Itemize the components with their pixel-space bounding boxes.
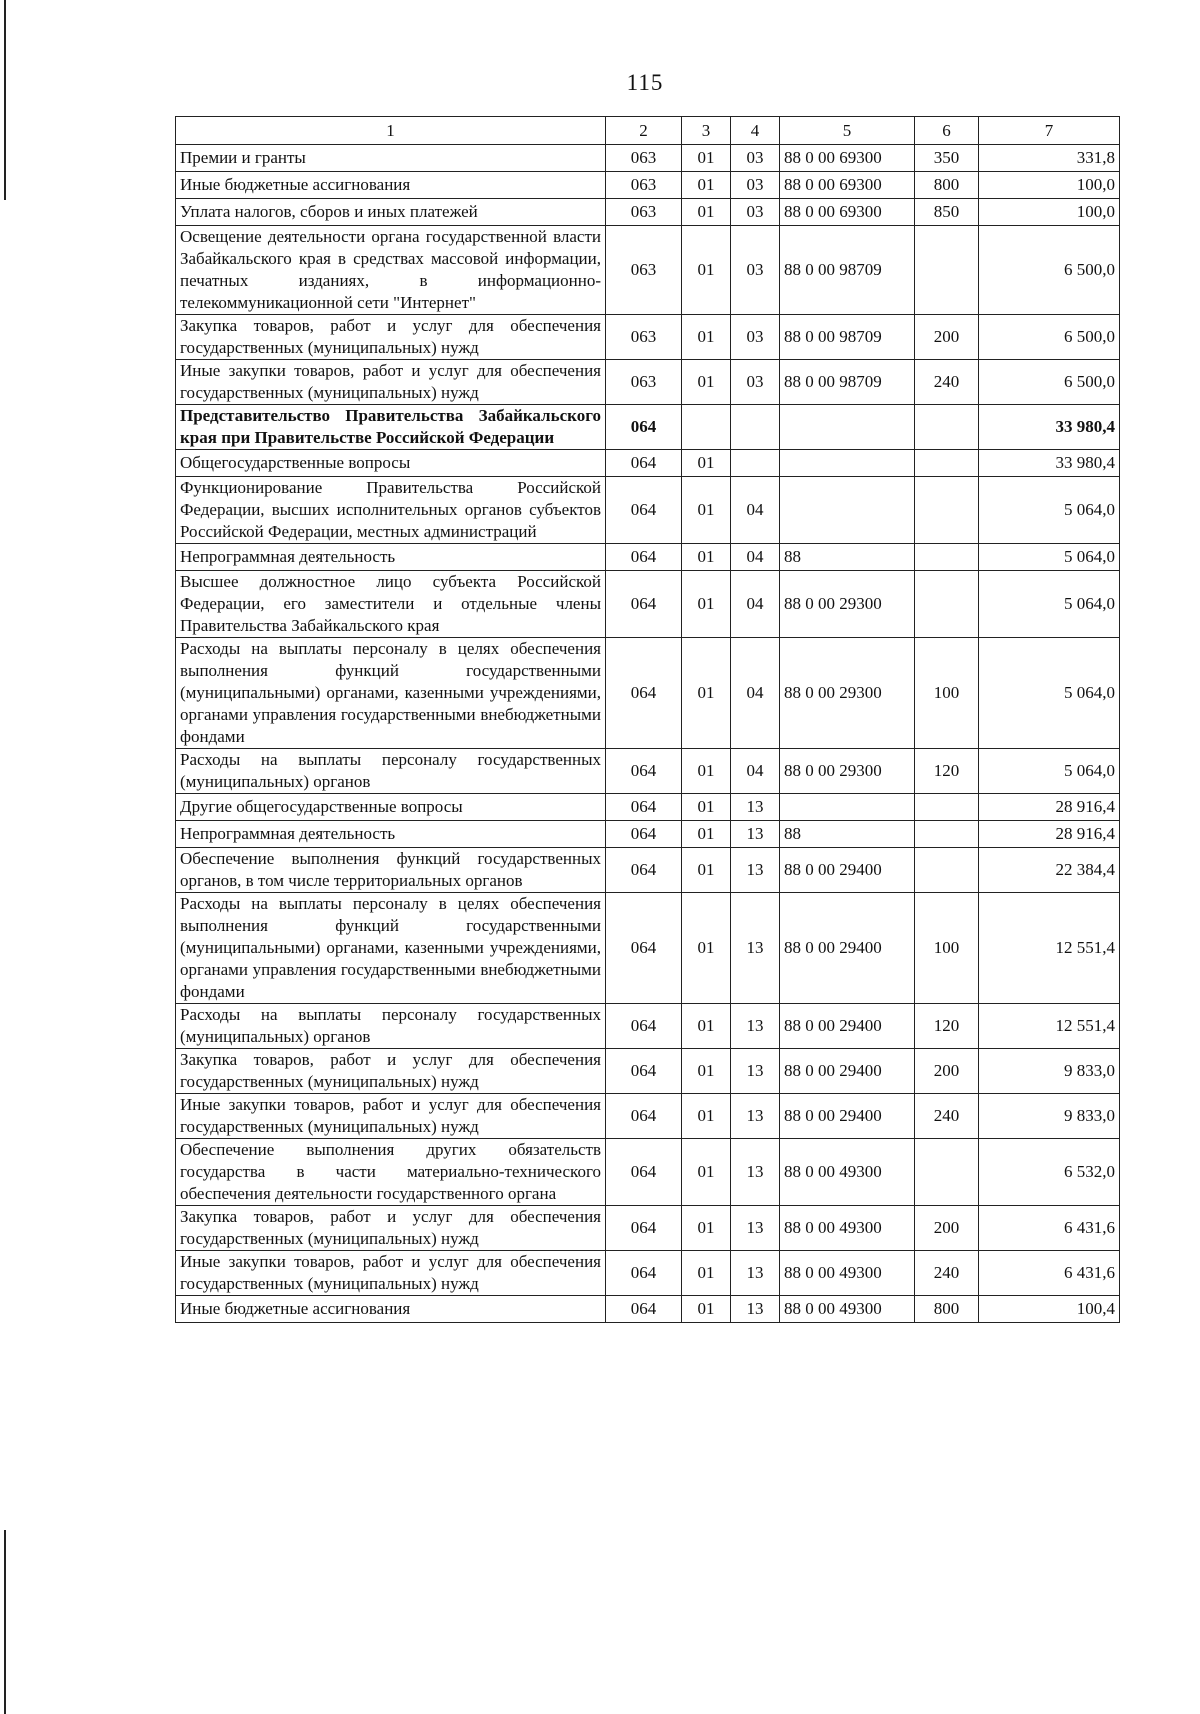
- cell-ministry-code: 064: [606, 1094, 682, 1139]
- cell-amount: 5 064,0: [979, 749, 1120, 794]
- cell-target-article: 88 0 00 29300: [780, 571, 915, 638]
- table-row: [176, 794, 1120, 821]
- cell-subsection: 13: [731, 893, 780, 1004]
- cell-section: 01: [682, 360, 731, 405]
- cell-amount: 6 431,6: [979, 1206, 1120, 1251]
- cell-section: 01: [682, 544, 731, 571]
- cell-name: Закупка товаров, работ и услуг для обеспечения государственных (муниципальных) нужд: [176, 315, 606, 360]
- cell-ministry-code: 064: [606, 1296, 682, 1323]
- table-row: [176, 893, 1120, 1004]
- cell-expense-type: 240: [915, 1251, 979, 1296]
- cell-amount: 28 916,4: [979, 794, 1120, 821]
- column-header: 3: [682, 117, 731, 145]
- table-row: [176, 1004, 1120, 1049]
- table-row: [176, 544, 1120, 571]
- cell-amount: 6 532,0: [979, 1139, 1120, 1206]
- cell-amount: 5 064,0: [979, 571, 1120, 638]
- cell-ministry-code: 063: [606, 315, 682, 360]
- table-row: [176, 315, 1120, 360]
- cell-amount: 6 500,0: [979, 315, 1120, 360]
- cell-subsection: 13: [731, 848, 780, 893]
- column-header: 2: [606, 117, 682, 145]
- cell-subsection: 03: [731, 199, 780, 226]
- cell-section: 01: [682, 1049, 731, 1094]
- cell-ministry-code: 064: [606, 1049, 682, 1094]
- cell-ministry-code: 064: [606, 848, 682, 893]
- column-header: 5: [780, 117, 915, 145]
- column-header: 1: [176, 117, 606, 145]
- cell-target-article: 88 0 00 69300: [780, 145, 915, 172]
- cell-amount: 6 500,0: [979, 360, 1120, 405]
- cell-ministry-code: 064: [606, 1004, 682, 1049]
- cell-expense-type: 120: [915, 1004, 979, 1049]
- cell-section: 01: [682, 1139, 731, 1206]
- cell-section: 01: [682, 1206, 731, 1251]
- cell-ministry-code: 063: [606, 226, 682, 315]
- cell-target-article: 88 0 00 49300: [780, 1251, 915, 1296]
- cell-section: 01: [682, 450, 731, 477]
- cell-expense-type: [915, 226, 979, 315]
- cell-section: [682, 405, 731, 450]
- table-row: [176, 821, 1120, 848]
- cell-amount: 5 064,0: [979, 544, 1120, 571]
- cell-amount: 33 980,4: [979, 405, 1120, 450]
- cell-target-article: 88 0 00 29400: [780, 1094, 915, 1139]
- cell-expense-type: 100: [915, 893, 979, 1004]
- cell-name: Обеспечение выполнения других обязательств государства в части материально-технического обеспечения деятельности государственного органа: [176, 1139, 606, 1206]
- cell-subsection: 03: [731, 145, 780, 172]
- cell-name: Непрограммная деятельность: [176, 544, 606, 571]
- cell-target-article: 88 0 00 29400: [780, 1049, 915, 1094]
- cell-amount: 5 064,0: [979, 477, 1120, 544]
- cell-amount: 100,0: [979, 199, 1120, 226]
- cell-target-article: 88 0 00 69300: [780, 172, 915, 199]
- cell-target-article: 88 0 00 29300: [780, 638, 915, 749]
- cell-expense-type: 800: [915, 1296, 979, 1323]
- cell-section: 01: [682, 848, 731, 893]
- cell-target-article: [780, 477, 915, 544]
- cell-subsection: 13: [731, 1251, 780, 1296]
- cell-amount: 33 980,4: [979, 450, 1120, 477]
- cell-name: Освещение деятельности органа государственной власти Забайкальского края в средствах массовой информации, печатных изданиях, в информационно-телекоммуникационной сети "Интернет": [176, 226, 606, 315]
- cell-subsection: 04: [731, 749, 780, 794]
- cell-name: Иные закупки товаров, работ и услуг для обеспечения государственных (муниципальных) нужд: [176, 1251, 606, 1296]
- cell-target-article: [780, 794, 915, 821]
- table-row: [176, 405, 1120, 450]
- cell-subsection: 03: [731, 226, 780, 315]
- table-row: [176, 638, 1120, 749]
- cell-expense-type: [915, 450, 979, 477]
- column-header: 4: [731, 117, 780, 145]
- cell-name: Иные бюджетные ассигнования: [176, 1296, 606, 1323]
- cell-target-article: 88 0 00 49300: [780, 1139, 915, 1206]
- table-row: [176, 172, 1120, 199]
- cell-ministry-code: 064: [606, 571, 682, 638]
- table-row: [176, 360, 1120, 405]
- cell-target-article: 88 0 00 29300: [780, 749, 915, 794]
- cell-name: Иные закупки товаров, работ и услуг для обеспечения государственных (муниципальных) нужд: [176, 360, 606, 405]
- cell-ministry-code: 064: [606, 638, 682, 749]
- cell-amount: 9 833,0: [979, 1094, 1120, 1139]
- cell-ministry-code: 064: [606, 1139, 682, 1206]
- cell-section: 01: [682, 821, 731, 848]
- cell-subsection: 13: [731, 1004, 780, 1049]
- cell-target-article: 88 0 00 49300: [780, 1206, 915, 1251]
- cell-target-article: 88 0 00 29400: [780, 893, 915, 1004]
- cell-section: 01: [682, 1296, 731, 1323]
- cell-subsection: 13: [731, 1296, 780, 1323]
- cell-amount: 28 916,4: [979, 821, 1120, 848]
- cell-name: Иные закупки товаров, работ и услуг для обеспечения государственных (муниципальных) нужд: [176, 1094, 606, 1139]
- cell-expense-type: 240: [915, 1094, 979, 1139]
- table-row: [176, 1296, 1120, 1323]
- cell-amount: 6 431,6: [979, 1251, 1120, 1296]
- cell-target-article: 88: [780, 544, 915, 571]
- scan-edge-line: [4, 0, 6, 200]
- cell-section: 01: [682, 1094, 731, 1139]
- cell-target-article: [780, 405, 915, 450]
- cell-amount: 22 384,4: [979, 848, 1120, 893]
- cell-expense-type: [915, 544, 979, 571]
- cell-target-article: 88 0 00 98709: [780, 226, 915, 315]
- table-row: [176, 226, 1120, 315]
- cell-subsection: 13: [731, 1049, 780, 1094]
- cell-section: 01: [682, 315, 731, 360]
- scan-edge-line: [4, 1530, 6, 1714]
- cell-subsection: 13: [731, 821, 780, 848]
- cell-name: Премии и гранты: [176, 145, 606, 172]
- table-row: [176, 1206, 1120, 1251]
- cell-expense-type: [915, 794, 979, 821]
- table-row: [176, 199, 1120, 226]
- cell-ministry-code: 064: [606, 893, 682, 1004]
- table-row: [176, 749, 1120, 794]
- cell-expense-type: [915, 477, 979, 544]
- cell-name: Расходы на выплаты персоналу в целях обеспечения выполнения функций государственными (муниципальными) органами, казенными учреждениями, органами управления государственными внебюджетными фондами: [176, 893, 606, 1004]
- cell-amount: 12 551,4: [979, 893, 1120, 1004]
- cell-amount: 331,8: [979, 145, 1120, 172]
- cell-name: Обеспечение выполнения функций государственных органов, в том числе территориальных органов: [176, 848, 606, 893]
- table-body: [176, 145, 1120, 1323]
- cell-expense-type: 200: [915, 315, 979, 360]
- cell-expense-type: 100: [915, 638, 979, 749]
- cell-ministry-code: 064: [606, 405, 682, 450]
- cell-section: 01: [682, 794, 731, 821]
- cell-target-article: 88 0 00 98709: [780, 360, 915, 405]
- table-row: [176, 571, 1120, 638]
- table-row: [176, 145, 1120, 172]
- cell-section: 01: [682, 199, 731, 226]
- cell-name: Расходы на выплаты персоналу в целях обеспечения выполнения функций государственными (муниципальными) органами, казенными учреждениями, органами управления государственными внебюджетными фондами: [176, 638, 606, 749]
- cell-ministry-code: 064: [606, 749, 682, 794]
- cell-subsection: 03: [731, 172, 780, 199]
- cell-name: Представительство Правительства Забайкальского края при Правительстве Российской Федерации: [176, 405, 606, 450]
- table-row: [176, 1094, 1120, 1139]
- cell-target-article: 88 0 00 98709: [780, 315, 915, 360]
- page-number: 115: [626, 70, 664, 95]
- table-row: [176, 450, 1120, 477]
- cell-amount: 12 551,4: [979, 1004, 1120, 1049]
- cell-amount: 9 833,0: [979, 1049, 1120, 1094]
- cell-section: 01: [682, 749, 731, 794]
- cell-section: 01: [682, 1004, 731, 1049]
- cell-expense-type: 850: [915, 199, 979, 226]
- cell-section: 01: [682, 145, 731, 172]
- cell-name: Закупка товаров, работ и услуг для обеспечения государственных (муниципальных) нужд: [176, 1206, 606, 1251]
- cell-name: Уплата налогов, сборов и иных платежей: [176, 199, 606, 226]
- cell-ministry-code: 063: [606, 145, 682, 172]
- cell-expense-type: [915, 571, 979, 638]
- cell-subsection: 13: [731, 794, 780, 821]
- table-row: [176, 1139, 1120, 1206]
- cell-ministry-code: 064: [606, 1251, 682, 1296]
- cell-section: 01: [682, 1251, 731, 1296]
- budget-table: [175, 116, 1120, 1323]
- cell-expense-type: 200: [915, 1049, 979, 1094]
- cell-amount: 5 064,0: [979, 638, 1120, 749]
- cell-name: Непрограммная деятельность: [176, 821, 606, 848]
- cell-section: 01: [682, 893, 731, 1004]
- column-header: 7: [979, 117, 1120, 145]
- cell-subsection: [731, 405, 780, 450]
- cell-expense-type: 240: [915, 360, 979, 405]
- cell-name: Расходы на выплаты персоналу государственных (муниципальных) органов: [176, 1004, 606, 1049]
- cell-expense-type: 200: [915, 1206, 979, 1251]
- cell-ministry-code: 064: [606, 544, 682, 571]
- cell-ministry-code: 063: [606, 360, 682, 405]
- cell-expense-type: 350: [915, 145, 979, 172]
- cell-subsection: 13: [731, 1206, 780, 1251]
- cell-expense-type: [915, 848, 979, 893]
- cell-subsection: 13: [731, 1094, 780, 1139]
- table-row: [176, 848, 1120, 893]
- cell-name: Иные бюджетные ассигнования: [176, 172, 606, 199]
- cell-subsection: 04: [731, 638, 780, 749]
- table-row: [176, 1251, 1120, 1296]
- table-row: [176, 1049, 1120, 1094]
- cell-amount: 6 500,0: [979, 226, 1120, 315]
- cell-ministry-code: 064: [606, 1206, 682, 1251]
- cell-subsection: [731, 450, 780, 477]
- cell-expense-type: [915, 821, 979, 848]
- cell-subsection: 03: [731, 315, 780, 360]
- cell-section: 01: [682, 571, 731, 638]
- cell-subsection: 13: [731, 1139, 780, 1206]
- cell-subsection: 03: [731, 360, 780, 405]
- table-row: [176, 477, 1120, 544]
- cell-target-article: 88: [780, 821, 915, 848]
- cell-section: 01: [682, 172, 731, 199]
- cell-target-article: [780, 450, 915, 477]
- cell-ministry-code: 064: [606, 794, 682, 821]
- cell-amount: 100,0: [979, 172, 1120, 199]
- column-header: 6: [915, 117, 979, 145]
- cell-expense-type: [915, 405, 979, 450]
- cell-expense-type: 800: [915, 172, 979, 199]
- cell-target-article: 88 0 00 69300: [780, 199, 915, 226]
- cell-ministry-code: 063: [606, 199, 682, 226]
- cell-expense-type: [915, 1139, 979, 1206]
- cell-ministry-code: 064: [606, 821, 682, 848]
- cell-section: 01: [682, 477, 731, 544]
- cell-target-article: 88 0 00 29400: [780, 848, 915, 893]
- cell-subsection: 04: [731, 477, 780, 544]
- cell-ministry-code: 063: [606, 172, 682, 199]
- cell-ministry-code: 064: [606, 450, 682, 477]
- cell-target-article: 88 0 00 29400: [780, 1004, 915, 1049]
- cell-name: Другие общегосударственные вопросы: [176, 794, 606, 821]
- cell-subsection: 04: [731, 544, 780, 571]
- cell-amount: 100,4: [979, 1296, 1120, 1323]
- cell-ministry-code: 064: [606, 477, 682, 544]
- cell-subsection: 04: [731, 571, 780, 638]
- cell-section: 01: [682, 638, 731, 749]
- cell-target-article: 88 0 00 49300: [780, 1296, 915, 1323]
- cell-expense-type: 120: [915, 749, 979, 794]
- table-header-row: [176, 117, 1120, 145]
- cell-name: Функционирование Правительства Российской Федерации, высших исполнительных органов субъектов Российской Федерации, местных администраций: [176, 477, 606, 544]
- cell-name: Общегосударственные вопросы: [176, 450, 606, 477]
- cell-name: Высшее должностное лицо субъекта Российской Федерации, его заместители и отдельные члены Правительства Забайкальского края: [176, 571, 606, 638]
- cell-name: Закупка товаров, работ и услуг для обеспечения государственных (муниципальных) нужд: [176, 1049, 606, 1094]
- cell-name: Расходы на выплаты персоналу государственных (муниципальных) органов: [176, 749, 606, 794]
- cell-section: 01: [682, 226, 731, 315]
